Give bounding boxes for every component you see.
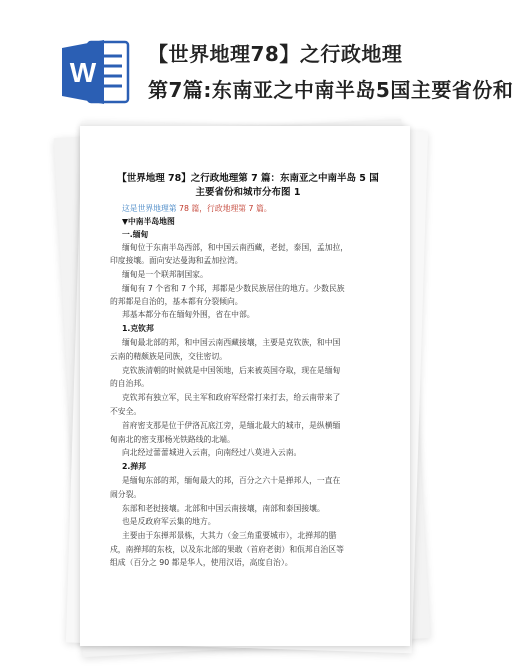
- body-line: 主要由于东掸邦景栋，大其力（金三角重要城市），北掸邦的腊: [122, 531, 337, 540]
- banner-title-line2: 第7篇:东南亚之中南半岛5国主要省份和: [148, 78, 513, 102]
- body-line: 戍，南掸邦的东枝，以及东北部的果敢（首府老街）和佤邦自治区等: [110, 545, 344, 554]
- body-line: ▼中南半岛地图: [122, 217, 175, 226]
- body-line: 缅甸最北部的邦，和中国云南西藏接壤，主要是克钦族，和中国: [122, 338, 341, 347]
- intro-part1: 这是世界地理第: [122, 204, 177, 213]
- intro-part2: 78 篇，行政地理第 7 篇。: [176, 204, 272, 213]
- document-page: [80, 126, 410, 646]
- body-line: 邦基本都分布在缅甸外围，省在中部。: [122, 310, 255, 319]
- body-line: 缅甸有 7 个省和 7 个邦，邦都是少数民族居住的地方。少数民族: [122, 284, 345, 293]
- document-title-line2: 主要省份和城市分布图 1: [195, 187, 301, 198]
- body-line: 印度接壤。面向安达曼海和孟加拉湾。: [110, 256, 243, 265]
- body-line: 东部和老挝接壤。北部和中国云南接壤，南部和泰国接壤。: [122, 504, 325, 513]
- body-line: 首府密支那是位于伊洛瓦底江旁，是缅北最大的城市，是纵横缅: [122, 421, 341, 430]
- body-line: 2.掸邦: [122, 462, 146, 471]
- body-line: 克钦族清朝的时候就是中国领地，后来被英国夺取，现在是缅甸: [122, 366, 341, 375]
- body-line: 1.克钦邦: [122, 324, 154, 333]
- body-line: 甸南北的密支那杨光铁路线的北端。: [110, 435, 235, 444]
- body-line: 的自治邦。: [110, 379, 149, 388]
- body-line: 克钦邦有独立军，民主军和政府军经常打来打去，给云南带来了: [122, 393, 341, 402]
- body-line: 组成（百分之 90 都是华人，使用汉语，高度自治）。: [110, 558, 293, 567]
- body-line: 的邦都是自治的，基本都有分裂倾向。: [110, 297, 243, 306]
- document-title-line1: 【世界地理 78】之行政地理第 7 篇：东南亚之中南半岛 5 国: [117, 173, 379, 184]
- body-line: 向北经过蕾蕾城进入云南，向南经过八莫进入云南。: [122, 448, 302, 457]
- word-logo-icon: [60, 36, 132, 108]
- body-line: 也是反政府军云集的地方。: [122, 517, 216, 526]
- body-line: 一.缅甸: [122, 230, 149, 239]
- intro-line: [122, 204, 272, 214]
- body-line: 不安全。: [110, 407, 142, 416]
- body-line: 闹分裂。: [110, 490, 142, 499]
- word-logo-letter: W: [69, 57, 97, 88]
- body-line: 云南的精颇族是同族，交往密切。: [110, 352, 227, 361]
- body-line: 是缅甸东部的邦，缅甸最大的邦，百分之六十是掸邦人，一直在: [122, 476, 341, 485]
- body-line: 缅甸位于东南半岛西部，和中国云南西藏，老挝，泰国，孟加拉，: [122, 243, 349, 252]
- banner-title-line1: 【世界地理78】之行政地理: [148, 42, 403, 66]
- body-line: 缅甸是一个联邦制国家。: [122, 270, 208, 279]
